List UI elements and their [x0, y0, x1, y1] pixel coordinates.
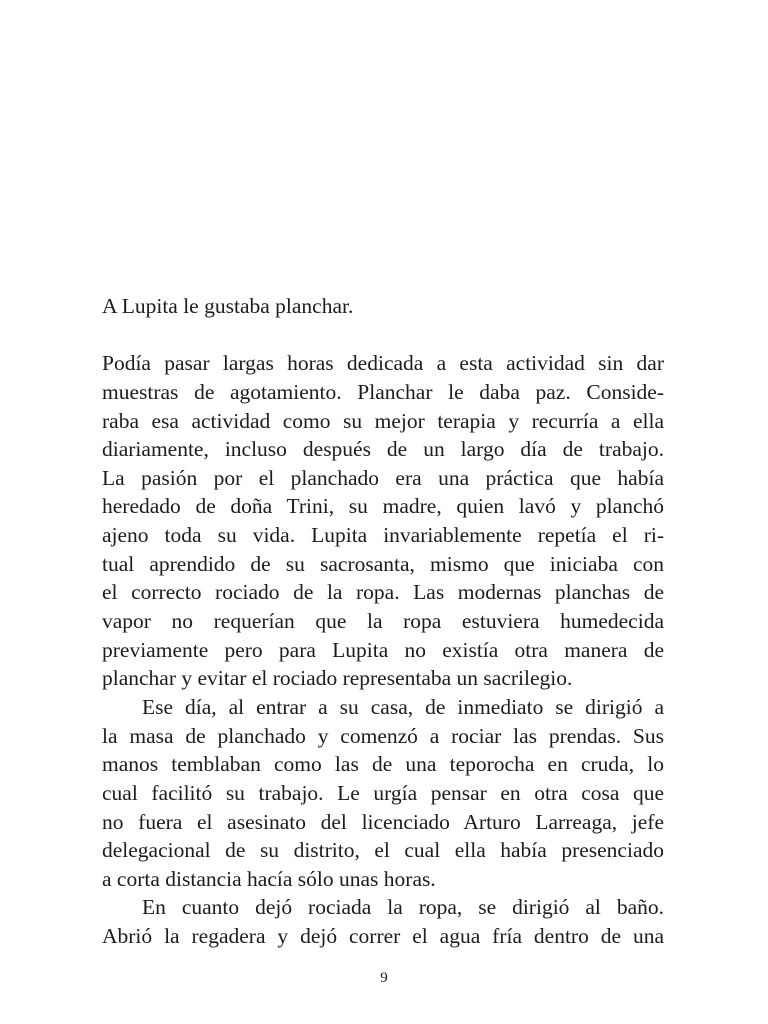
text-line: previamente pero para Lupita no existía otra manera de — [102, 637, 664, 662]
text-line: el correcto rociado de la ropa. Las modernas planchas de — [102, 580, 664, 605]
paragraph-2 — [102, 693, 664, 893]
text-line: Ese día, al entrar a su casa, de inmediato se dirigió a — [142, 694, 664, 719]
text-line: Podía pasar largas horas dedicada a esta actividad sin dar — [102, 351, 664, 376]
text-line: La pasión por el planchado era una práctica que había — [102, 465, 664, 490]
text-line: ajeno toda su vida. Lupita invariablemente repetía el ri- — [102, 523, 664, 548]
text-line: En cuanto dejó rociada la ropa, se dirigió al baño. — [142, 895, 664, 920]
text-line: no fuera el asesinato del licenciado Arturo Larreaga, jefe — [102, 809, 664, 834]
text-line: delegacional de su distrito, el cual ella había presenciado — [102, 838, 664, 863]
opening-line: A Lupita le gustaba planchar. — [102, 294, 354, 318]
text-line: a corta distancia hacía sólo unas horas. — [102, 866, 436, 891]
text-line: planchar y evitar el rociado representaba un sacrilegio. — [102, 666, 573, 691]
text-line: muestras de agotamiento. Planchar le daba paz. Conside- — [102, 379, 664, 404]
text-line: vapor no requerían que la ropa estuviera humedecida — [102, 609, 664, 634]
text-line: raba esa actividad como su mejor terapia y recurría a ella — [102, 408, 664, 433]
body-text — [102, 292, 664, 951]
paragraph-1 — [102, 349, 664, 693]
text-line: la masa de planchado y comenzó a rociar las prendas. Sus — [102, 723, 664, 748]
text-line: tual aprendido de su sacrosanta, mismo que iniciaba con — [102, 551, 664, 576]
text-line: diariamente, incluso después de un largo día de trabajo. — [102, 437, 664, 462]
page-number: 9 — [380, 970, 388, 986]
text-line: heredado de doña Trini, su madre, quien lavó y planchó — [102, 494, 664, 519]
paragraph-3 — [102, 893, 664, 950]
text-line: Abrió la regadera y dejó correr el agua fría dentro de una — [102, 924, 664, 949]
text-line: manos temblaban como las de una teporocha en cruda, lo — [102, 752, 664, 777]
opening-paragraph — [102, 292, 664, 321]
text-line: cual facilitó su trabajo. Le urgía pensar en otra cosa que — [102, 780, 664, 805]
